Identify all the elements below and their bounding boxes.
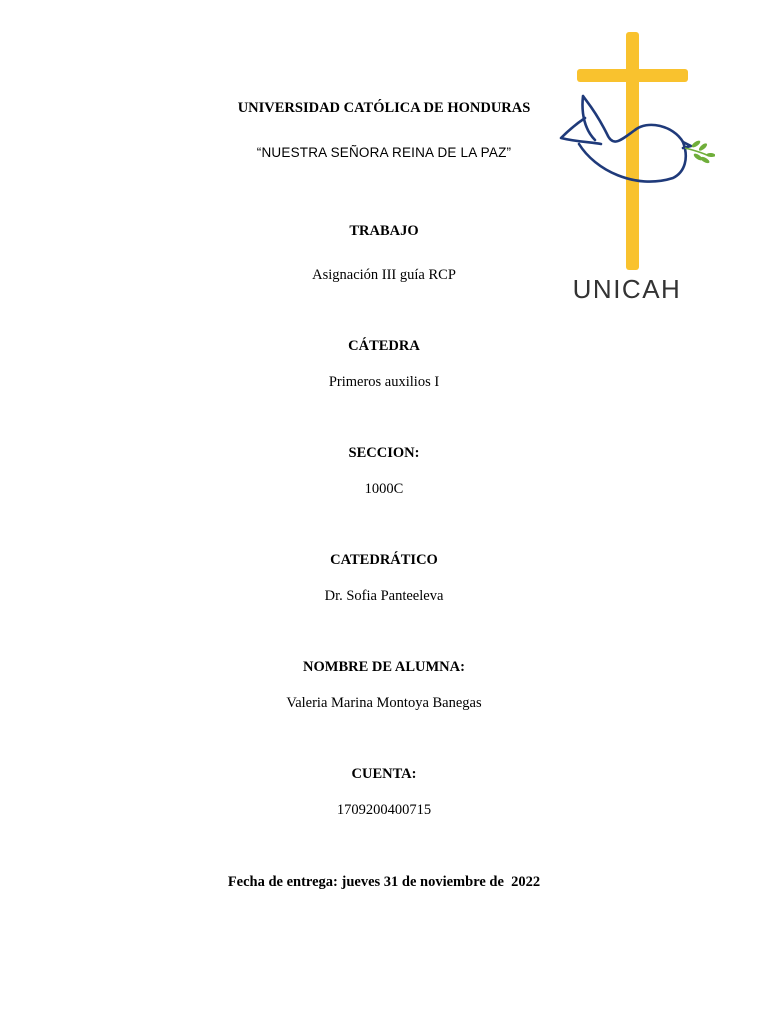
- section-heading-trabajo: TRABAJO: [349, 223, 419, 239]
- section-value-catedratico: Dr. Sofia Panteeleva: [324, 588, 444, 604]
- section-heading-cuenta: CUENTA:: [351, 766, 417, 782]
- delivery-date: Fecha de entrega: jueves 31 de noviembre de 2022: [227, 874, 541, 890]
- section-heading-catedra: CÁTEDRA: [348, 338, 420, 354]
- section-value-seccion: 1000C: [364, 481, 404, 497]
- section-heading-catedratico: CATEDRÁTICO: [330, 552, 438, 568]
- university-motto: “NUESTRA SEÑORA REINA DE LA PAZ”: [256, 145, 512, 160]
- logo-text: UNICAH: [572, 274, 682, 304]
- section-heading-alumna: NOMBRE DE ALUMNA:: [303, 659, 465, 675]
- section-value-cuenta: 1709200400715: [336, 802, 432, 818]
- section-heading-seccion: SECCION:: [348, 445, 420, 461]
- section-value-alumna: Valeria Marina Montoya Banegas: [286, 695, 482, 711]
- section-value-catedra: Primeros auxilios I: [328, 374, 440, 390]
- section-value-trabajo: Asignación III guía RCP: [312, 267, 456, 283]
- university-name: UNIVERSIDAD CATÓLICA DE HONDURAS: [237, 100, 531, 116]
- unicah-logo: [555, 30, 715, 305]
- cross-horizontal-icon: [577, 69, 688, 82]
